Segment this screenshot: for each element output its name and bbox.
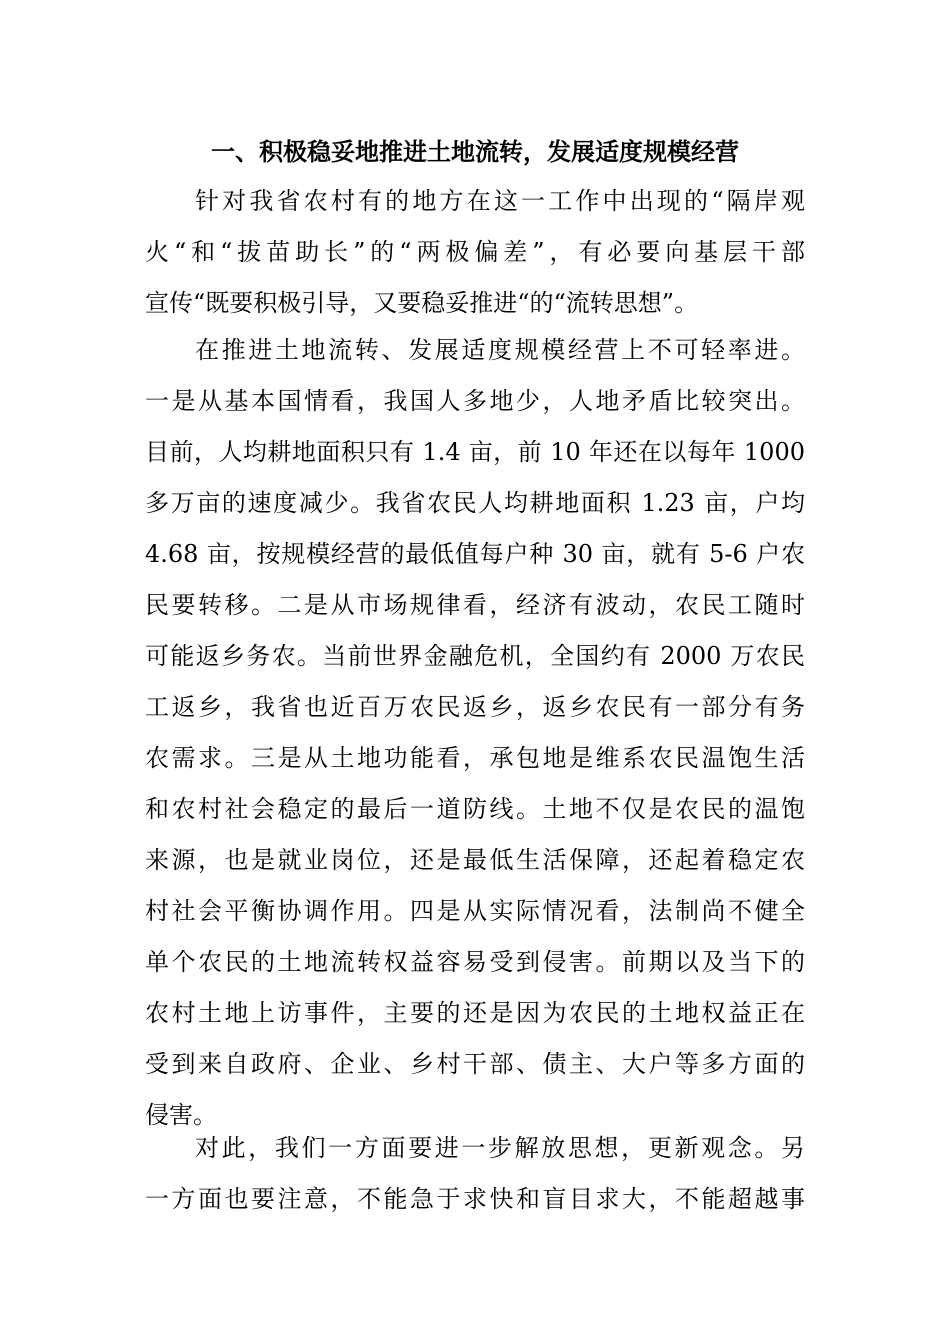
text-line: 来源，也是就业岗位，还是最低生活保障，还起着稳定农 [145,846,805,874]
text-line: 宣传“既要积极引导，又要稳妥推进“的“流转思想”。 [145,289,699,317]
text-line: 可能返乡务农。当前世界金融危机，全国约有 2000 万农民 [145,642,805,670]
text-line: 民要转移。二是从市场规律看，经济有波动，农民工随时 [145,591,805,619]
text-line: 一是从基本国情看，我国人多地少，人地矛盾比较突出。 [145,387,805,415]
text-line: 村社会平衡协调作用。四是从实际情况看，法制尚不健全 [145,897,805,925]
text-line: 在推进土地流转、发展适度规模经营上不可轻率进。 [195,336,805,364]
paragraph-1 [145,176,805,329]
text-line: 多万亩的速度减少。我省农民人均耕地面积 1.23 亩，户均 [145,489,805,517]
text-line: 和农村社会稳定的最后一道防线。土地不仅是农民的温饱 [145,795,805,823]
section-heading: 一、积极稳妥地推进土地流转，发展适度规模经营 [211,138,739,166]
text-line: 农村土地上访事件，主要的还是因为农民的土地权益正在 [145,999,805,1027]
text-line: 受到来自政府、企业、乡村干部、债主、大户等多方面的 [145,1050,805,1078]
text-line: 火“和“拔苗助长”的“两极偏差”，有必要向基层干部 [145,238,805,266]
paragraph-2 [145,325,805,1141]
text-line: 对此，我们一方面要进一步解放思想，更新观念。另 [195,1134,805,1162]
text-line: 针对我省农村有的地方在这一工作中出现的“隔岸观 [195,187,805,215]
text-line: 农需求。三是从土地功能看，承包地是维系农民温饱生活 [145,744,805,772]
text-line: 工返乡，我省也近百万农民返乡，返乡农民有一部分有务 [145,693,805,721]
text-line: 一方面也要注意，不能急于求快和盲目求大，不能超越事 [145,1185,805,1213]
text-line: 4.68 亩，按规模经营的最低值每户种 30 亩，就有 5-6 户农 [145,540,805,568]
text-line: 侵害。 [145,1101,217,1129]
paragraph-3 [145,1123,805,1225]
text-line: 单个农民的土地流转权益容易受到侵害。前期以及当下的 [145,948,805,976]
text-line: 目前，人均耕地面积只有 1.4 亩，前 10 年还在以每年 1000 [145,438,805,466]
